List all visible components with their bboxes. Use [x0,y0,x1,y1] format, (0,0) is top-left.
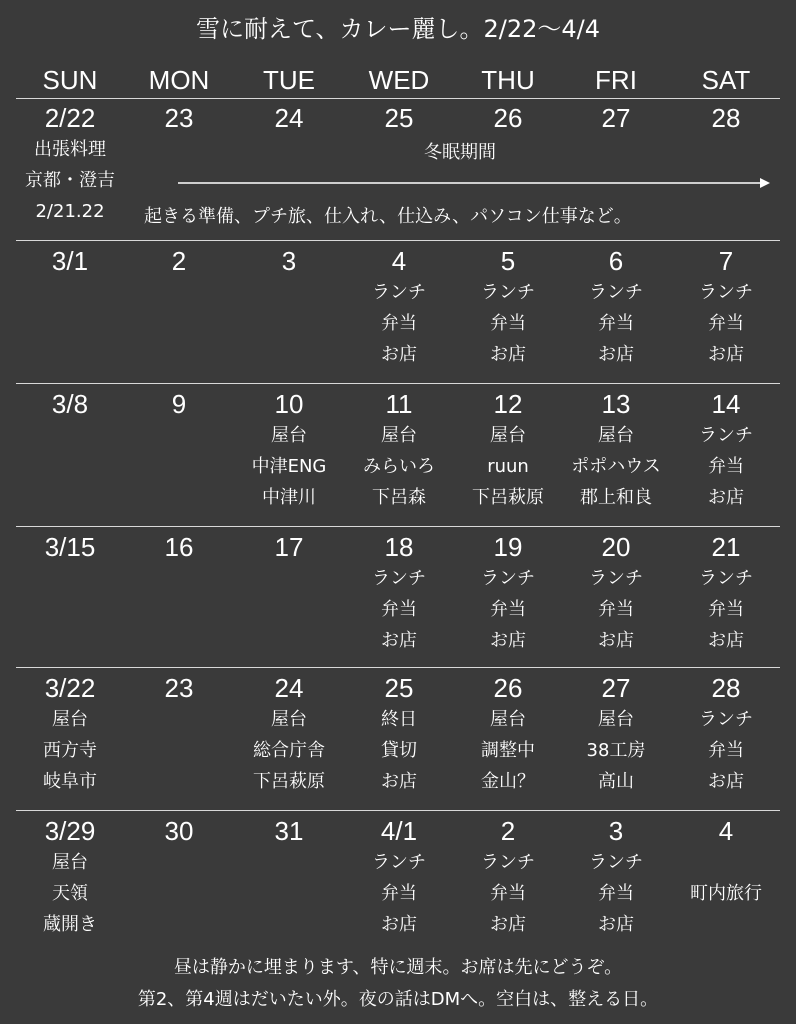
day-date: 12 [493,389,523,419]
footer-note-2: 第2、第4週はだいたい外。夜の話はDMへ。空白は、整える日。 [137,989,659,1010]
day-cell [453,531,563,656]
day-cell [234,815,344,847]
day-cell [234,388,344,513]
day-cell [344,102,454,134]
day-date: 3 [608,816,624,846]
day-event-line: 弁当 [381,883,417,904]
day-event-line: 郡上和良 [580,487,652,508]
calendar-title: 雪に耐えて、カレー麗し。2/22〜4/4 [195,15,601,43]
day-cell [15,245,125,277]
day-event-line: 弁当 [708,456,744,477]
day-date: 14 [711,389,741,419]
day-event-line: ランチ [589,568,643,589]
day-event-line: 金山？ [481,771,535,792]
day-date: 7 [718,246,734,276]
week-divider [16,383,780,384]
day-date: 30 [164,816,194,846]
day-cell [124,388,234,420]
day-cell [671,672,781,797]
day-cell [561,815,671,940]
day-cell [234,531,344,563]
day-event-line: ポポハウス [571,456,661,477]
day-event-line: 岐阜市 [43,771,97,792]
day-event-line: 弁当 [381,313,417,334]
day-date: 2/22 [44,103,96,133]
day-event-line: 屋台 [271,709,307,730]
week-divider [16,667,780,668]
day-event-line: ランチ [481,852,535,873]
day-event-line: 弁当 [490,883,526,904]
week-divider [16,526,780,527]
day-event-line: 京都・澄吉 [25,170,115,191]
day-date: 10 [274,389,304,419]
weekday-wed: WED [368,65,430,95]
day-date: 3/15 [44,532,96,562]
weekday-mon: MON [148,65,210,95]
day-event-line: 下呂萩原 [472,487,544,508]
day-date: 6 [608,246,624,276]
day-event-line: ランチ [372,852,426,873]
day-date: 3/29 [44,816,96,846]
day-cell [671,815,781,909]
day-cell [671,245,781,370]
day-event-line: お店 [381,344,417,365]
day-cell [15,102,125,227]
day-cell [453,388,563,513]
day-cell [15,531,125,563]
hibernation-note: 起きる準備、プチ旅、仕入れ、仕込み、パソコン仕事など。 [144,206,632,227]
day-event-line: お店 [490,914,526,935]
day-date: 3 [281,246,297,276]
day-date: 11 [385,389,413,419]
day-date: 18 [384,532,414,562]
day-event-line: 調整中 [481,740,535,761]
day-cell [124,245,234,277]
day-event-line: お店 [708,630,744,651]
day-cell [561,245,671,370]
day-event-line: 屋台 [598,425,634,446]
day-date: 26 [493,103,523,133]
day-date: 16 [164,532,194,562]
day-event-line: 終日 [381,709,417,730]
day-date: 17 [274,532,304,562]
day-event-line: ランチ [699,425,753,446]
weekday-sun: SUN [42,65,98,95]
day-event-line: お店 [381,630,417,651]
day-cell [561,531,671,656]
day-cell [124,531,234,563]
day-event-line: お店 [490,630,526,651]
day-date: 5 [500,246,516,276]
day-cell [234,102,344,134]
day-cell [124,102,234,134]
day-date: 21 [711,532,741,562]
day-event-line: ランチ [699,282,753,303]
day-cell [453,245,563,370]
day-event-line: 弁当 [598,313,634,334]
day-cell [234,245,344,277]
day-cell [671,102,781,134]
day-event-line: 屋台 [490,425,526,446]
day-event-line: 高山 [598,771,634,792]
day-event-line: 弁当 [708,599,744,620]
day-date: 3/8 [51,389,89,419]
day-cell [671,531,781,656]
day-cell [344,672,454,797]
day-event-line: 弁当 [598,599,634,620]
day-cell [561,672,671,797]
day-cell [124,672,234,704]
day-event-line: お店 [381,914,417,935]
day-date: 31 [274,816,304,846]
day-date: 28 [711,103,741,133]
day-date: 2 [500,816,516,846]
weekday-header [0,62,796,98]
day-cell [453,102,563,134]
day-date: 27 [601,673,631,703]
day-event-line: 下呂萩原 [253,771,325,792]
day-event-line: 弁当 [708,740,744,761]
day-event-line: 屋台 [271,425,307,446]
day-date: 2 [171,246,187,276]
day-event-line: 中津川 [262,487,316,508]
day-event-line: 弁当 [490,313,526,334]
day-cell [561,388,671,513]
day-cell [344,815,454,940]
weekday-fri: FRI [595,65,637,95]
day-date: 25 [384,673,414,703]
day-date: 4/1 [380,816,418,846]
day-event-line: ランチ [589,852,643,873]
day-event-line: お店 [598,344,634,365]
day-event-line: ruun [487,456,529,477]
day-event-line: 屋台 [52,852,88,873]
day-event-line: 屋台 [598,709,634,730]
day-event-line: 出張料理 [34,139,106,160]
day-event-line: 町内旅行 [690,883,762,904]
week-divider [16,240,780,241]
day-cell [344,531,454,656]
day-event-line: ランチ [372,282,426,303]
day-cell [15,388,125,420]
day-date: 9 [171,389,187,419]
day-event-line: お店 [598,630,634,651]
day-event-line: 蔵開き [43,914,97,935]
day-event-line: 西方寺 [43,740,97,761]
day-event-line [671,847,781,878]
week-divider [16,810,780,811]
footer-note-1: 昼は静かに埋まります、特に週末。お席は先にどうぞ。 [173,957,623,978]
day-event-line: 2/21.22 [35,201,105,222]
day-date: 20 [601,532,631,562]
day-cell [234,672,344,797]
day-event-line: お店 [381,771,417,792]
day-event-line: お店 [490,344,526,365]
weekday-sat: SAT [701,65,751,95]
day-date: 25 [384,103,414,133]
day-event-line: ランチ [699,709,753,730]
hibernation-label: 冬眠期間 [424,142,496,163]
weekday-tue: TUE [263,65,315,95]
day-event-line: 弁当 [598,883,634,904]
day-event-line: 中津ENG [251,456,327,477]
weekday-thu: THU [481,65,535,95]
day-event-line: 貸切 [381,740,417,761]
day-cell [453,815,563,940]
day-event-line: 弁当 [490,599,526,620]
day-event-line: お店 [708,771,744,792]
day-date: 27 [601,103,631,133]
day-cell [124,815,234,847]
header-rule [16,98,780,99]
day-event-line: 天領 [52,883,88,904]
hibernation-arrow [178,176,770,190]
day-date: 19 [493,532,523,562]
day-date: 24 [274,103,304,133]
day-cell [344,388,454,513]
day-date: 26 [493,673,523,703]
day-date: 23 [164,103,194,133]
day-event-line: 屋台 [381,425,417,446]
day-cell [344,245,454,370]
day-cell [671,388,781,513]
day-cell [15,672,125,797]
day-event-line: 総合庁舎 [253,740,325,761]
day-date: 28 [711,673,741,703]
day-date: 3/22 [44,673,96,703]
day-event-line: 屋台 [52,709,88,730]
day-cell [15,815,125,940]
day-date: 3/1 [51,246,89,276]
day-event-line: ランチ [481,568,535,589]
day-event-line: 38工房 [586,740,646,761]
day-event-line: 弁当 [708,313,744,334]
day-date: 23 [164,673,194,703]
day-date: 13 [601,389,631,419]
day-date: 4 [391,246,407,276]
day-event-line: 弁当 [381,599,417,620]
day-date: 24 [274,673,304,703]
day-event-line: お店 [708,344,744,365]
day-event-line: ランチ [481,282,535,303]
day-event-line: お店 [708,487,744,508]
day-event-line: 下呂森 [372,487,426,508]
day-event-line: ランチ [589,282,643,303]
day-event-line: お店 [598,914,634,935]
day-event-line: 屋台 [490,709,526,730]
day-event-line: ランチ [372,568,426,589]
day-event-line: みらいろ [363,456,435,477]
day-date: 4 [718,816,734,846]
day-event-line: ランチ [699,568,753,589]
day-cell [453,672,563,797]
day-cell [561,102,671,134]
